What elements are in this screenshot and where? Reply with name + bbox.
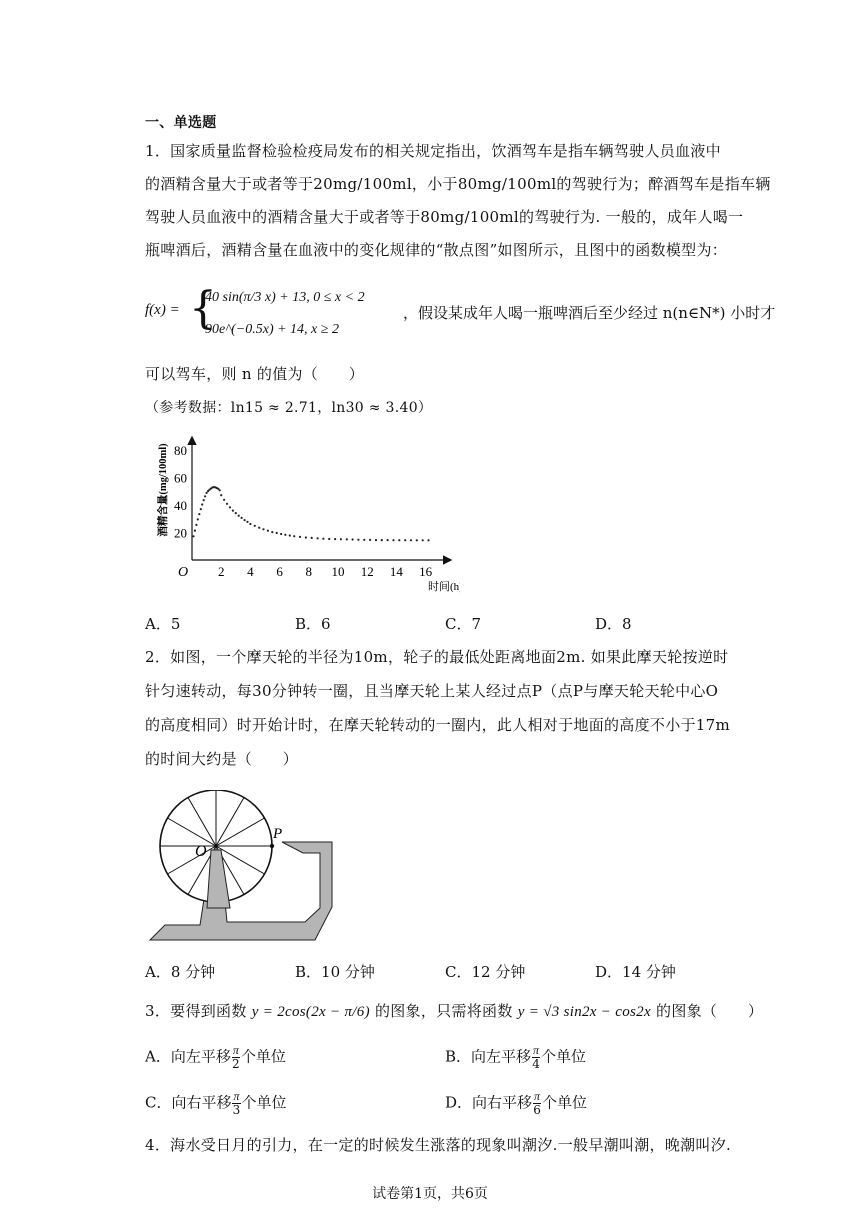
q3-option-a-text: A．向左平移 (145, 1047, 231, 1066)
q2-line-4: 的时间大约是（ ） (145, 750, 299, 768)
fraction-denominator: 3 (232, 1103, 241, 1117)
q3-option-a[interactable] (145, 1044, 286, 1071)
data-point (363, 539, 365, 541)
q3-option-c-unit: 个单位 (241, 1093, 287, 1112)
data-point (387, 539, 389, 541)
data-point (204, 495, 206, 497)
q2-line-3: 的高度相同）时开始计时，在摩天轮转动的一圈内，此人相对于地面的高度不小于17m (145, 716, 731, 734)
q1-option-a[interactable]: A．5 (145, 615, 181, 633)
fraction-denominator: 4 (532, 1057, 540, 1071)
q3-option-c-text: C．向右平移 (145, 1093, 232, 1112)
q3-target-function: y = 2cos(2x − π/6) (251, 1004, 370, 1020)
data-point (229, 506, 231, 508)
q2-line-2: 针匀速转动，每30分钟转一圈，且当摩天轮上某人经过点P（点P与摩天轮天轮中心O (145, 682, 719, 700)
data-point (369, 539, 371, 541)
y-tick-label: 40 (174, 498, 187, 513)
x-tick-label: 4 (247, 564, 254, 579)
data-point (201, 503, 203, 505)
data-point (238, 515, 240, 517)
data-point (244, 519, 246, 521)
q2-option-b[interactable]: B．10 分钟 (295, 963, 375, 981)
data-point (195, 524, 197, 526)
q3-stem (145, 1001, 763, 1022)
data-point (317, 537, 319, 539)
formula-lhs: f(x) = (145, 302, 180, 318)
data-point (262, 528, 264, 530)
q2-option-c[interactable]: C．12 分钟 (445, 963, 526, 981)
ferris-wheel-svg (145, 790, 345, 945)
data-point (328, 538, 330, 540)
data-point (203, 499, 205, 501)
center-o-label: O (195, 843, 207, 860)
formula-case-1: 40 sin(π/3 x) + 13, 0 ≤ x < 2 (205, 290, 365, 305)
section-title: 一、单选题 (145, 115, 217, 131)
q3-option-d-fraction (533, 1090, 541, 1117)
data-point (192, 535, 194, 537)
data-point (219, 489, 221, 491)
q3-option-c[interactable] (145, 1090, 287, 1117)
q1-line-2: 的酒精含量大于或者等于20mg/100ml，小于80mg/100ml的驾驶行为；醉酒驾车是指车辆 (145, 175, 771, 193)
q1-formula (145, 282, 776, 340)
formula-case-2: 90e^(−0.5x) + 14, x ≥ 2 (205, 322, 339, 337)
y-tick-label: 20 (174, 525, 187, 541)
x-tick-label: 16 (419, 564, 433, 579)
data-point (194, 530, 196, 532)
data-point (398, 539, 400, 541)
data-point (352, 538, 354, 540)
q1-option-d[interactable]: D．8 (595, 615, 632, 633)
q3-source-function: y = √3 sin2x − cos2x (517, 1004, 651, 1020)
origin-label: O (178, 565, 189, 580)
point-p-marker (270, 844, 274, 848)
data-point (322, 538, 324, 540)
alcohol-scatter-chart (150, 432, 460, 600)
data-point (416, 539, 418, 541)
q3-option-d[interactable] (445, 1090, 587, 1117)
data-point (223, 499, 225, 501)
x-axis-label: 时间(h) (428, 581, 460, 593)
data-point (289, 534, 291, 536)
data-point (246, 521, 248, 523)
data-point (198, 513, 200, 515)
q2-option-d[interactable]: D．14 分钟 (595, 963, 676, 981)
data-point (258, 527, 260, 529)
q3-option-b-unit: 个单位 (541, 1047, 587, 1066)
fraction-numerator: π (533, 1043, 540, 1057)
q2-option-a[interactable]: A．8 分钟 (145, 963, 216, 981)
data-point (197, 518, 199, 520)
data-point (232, 510, 234, 512)
q3-option-a-fraction (232, 1044, 240, 1071)
data-point (392, 539, 394, 541)
q1-line-3: 驾驶人员血液中的酒精含量大于或者等于80mg/100ml的驾驶行为. 一般的，成年人喝一 (145, 208, 744, 226)
x-tick-label: 8 (305, 564, 313, 579)
fraction-numerator: π (233, 1089, 240, 1103)
fraction-denominator: 6 (533, 1103, 541, 1117)
data-point (226, 503, 228, 505)
x-tick-label: 6 (276, 564, 283, 579)
data-point (293, 535, 295, 537)
data-point (241, 517, 243, 519)
data-point (410, 539, 412, 541)
q3-prefix: 3．要得到函数 (145, 1002, 247, 1020)
q1-option-c[interactable]: C．7 (445, 615, 482, 633)
x-tick-label: 10 (331, 564, 345, 579)
q3-middle: 的图象，只需将函数 (374, 1002, 513, 1020)
data-point (422, 539, 424, 541)
q2-line-1: 2．如图，一个摩天轮的半径为10m，轮子的最低处距离地面2m. 如果此摩天轮按逆时 (145, 648, 729, 666)
q1-line-1: 1．国家质量监督检验检疫局发布的相关规定指出，饮酒驾车是指车辆驾驶人员血液中 (145, 142, 721, 160)
q3-suffix: 的图象（ ） (656, 1002, 764, 1020)
data-point (340, 538, 342, 540)
fraction-numerator: π (232, 1043, 239, 1057)
y-axis-label: 酒精含量(mg/100ml) (158, 443, 169, 537)
data-point (280, 533, 282, 535)
fraction-numerator: π (534, 1089, 541, 1103)
q3-option-b[interactable] (445, 1044, 586, 1071)
y-tick-label: 80 (174, 443, 187, 458)
data-point (375, 539, 377, 541)
x-tick-label: 14 (389, 564, 403, 579)
data-point (305, 536, 307, 538)
data-point (381, 539, 383, 541)
data-point (220, 494, 222, 496)
data-point (404, 539, 406, 541)
q1-line-5: 可以驾车，则 n 的值为（ ） (145, 365, 364, 383)
data-point (271, 531, 273, 533)
data-point (267, 530, 269, 532)
data-point (249, 523, 251, 525)
q3-option-a-unit: 个单位 (240, 1047, 286, 1066)
q4-line-1: 4．海水受日月的引力，在一定的时候发生涨落的现象叫潮汐.一般早潮叫潮，晚潮叫汐. (145, 1136, 732, 1154)
q1-option-b[interactable]: B．6 (295, 615, 331, 633)
q3-option-c-fraction (232, 1090, 240, 1117)
data-point (200, 508, 202, 510)
q3-option-d-text: D．向右平移 (445, 1093, 533, 1112)
data-point (346, 538, 348, 540)
q3-option-b-fraction (532, 1044, 540, 1071)
data-point (276, 532, 278, 534)
y-tick-label: 60 (174, 470, 187, 486)
data-point (254, 525, 256, 527)
data-point (427, 539, 429, 541)
data-point (206, 492, 208, 494)
q3-option-b-text: B．向左平移 (445, 1047, 532, 1066)
page-footer: 试卷第1页，共6页 (372, 1186, 488, 1202)
q1-reference-data: （参考数据：ln15 ≈ 2.71，ln30 ≈ 3.40） (145, 400, 433, 416)
ferris-wheel-figure (145, 790, 345, 945)
x-tick-label: 12 (360, 564, 374, 579)
data-point (357, 539, 359, 541)
x-tick-label: 2 (217, 564, 225, 579)
data-point (284, 534, 286, 536)
fraction-denominator: 2 (232, 1057, 240, 1071)
data-point (299, 536, 301, 538)
q1-line-4: 瓶啤酒后，酒精含量在血液中的变化规律的“散点图”如图所示，且图中的函数模型为： (145, 241, 728, 259)
data-point (235, 512, 237, 514)
formula-brace: { (189, 283, 217, 334)
data-point (334, 538, 336, 540)
chart-svg (150, 432, 460, 600)
point-p-label: P (273, 826, 283, 842)
q3-option-d-unit: 个单位 (542, 1093, 588, 1112)
formula-tail: ，假设某成年人喝一瓶啤酒后至少经过 n(n∈N*) 小时才 (403, 304, 776, 322)
data-point (311, 537, 313, 539)
